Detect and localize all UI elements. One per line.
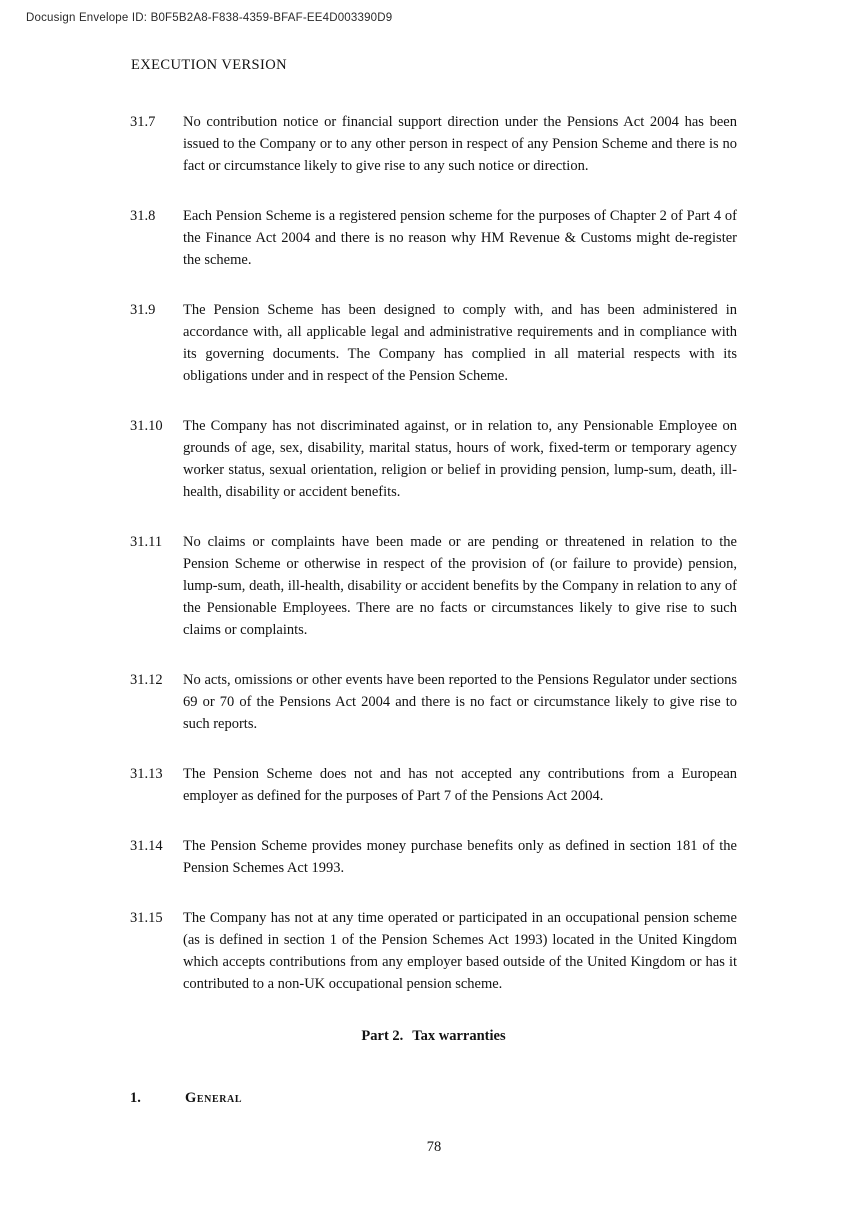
clause-31-9	[130, 299, 737, 387]
clause-number: 31.14	[130, 838, 163, 854]
clause-31-13	[130, 763, 737, 807]
clause-number: 31.9	[130, 302, 156, 318]
clause-text: No contribution notice or financial support direction under the Pensions Act 2004 has been issued to the Company or to any other person in respect of any Pension Scheme and there is no fact or circumstance likely to give rise to any such notice or direction.	[183, 114, 737, 174]
clause-text: The Company has not discriminated against, or in relation to, any Pensionable Employee on grounds of age, sex, disability, marital status, hours of work, fixed-term or temporary agency worker status, sexual orientation, religion or belief in providing pension, lump-sum, death, ill-health, disability or accident benefits.	[183, 418, 737, 500]
section-title: General	[185, 1090, 243, 1106]
section-number: 1.	[130, 1090, 141, 1106]
clause-text: The Company has not at any time operated or participated in an occupational pension scheme (as is defined in section 1 of the Pension Schemes Act 1993) located in the United Kingdom which accepts contributions from any employer based outside of the United Kingdom or has it contributed to a non-UK occupational pension scheme.	[183, 910, 737, 992]
docusign-envelope-id: Docusign Envelope ID: B0F5B2A8-F838-4359-BFAF-EE4D003390D9	[26, 12, 393, 24]
clause-number: 31.11	[130, 534, 163, 550]
part-2-heading	[130, 1025, 737, 1047]
clause-31-11	[130, 531, 737, 641]
clause-31-15	[130, 907, 737, 995]
document-body	[130, 111, 737, 1109]
section-1-general-heading	[130, 1087, 737, 1109]
clause-number: 31.7	[130, 114, 156, 130]
clause-31-10	[130, 415, 737, 503]
clause-number: 31.15	[130, 910, 163, 926]
clause-31-8	[130, 205, 737, 271]
execution-version-label: EXECUTION VERSION	[131, 57, 287, 73]
clause-number: 31.8	[130, 208, 156, 224]
page-number: 78	[426, 1139, 442, 1155]
clause-text: The Pension Scheme has been designed to comply with, and has been administered in accordance with, all applicable legal and administrative requirements and in compliance with its governing documents. The Company has complied in all material respects with its obligations under and in respect of the Pension Scheme.	[183, 302, 737, 384]
clause-text: Each Pension Scheme is a registered pension scheme for the purposes of Chapter 2 of Part 4 of the Finance Act 2004 and there is no reason why HM Revenue & Customs might de-register the scheme.	[183, 208, 737, 268]
clause-31-12	[130, 669, 737, 735]
clause-number: 31.13	[130, 766, 163, 782]
clause-31-14	[130, 835, 737, 879]
clause-31-7	[130, 111, 737, 177]
clause-text: No claims or complaints have been made or are pending or threatened in relation to the Pension Scheme or otherwise in respect of the provision of (or failure to provide) pension, lump-sum, death, ill-health, disability or accident benefits by the Company in relation to any of the Pensionable Employees. There are no facts or circumstances likely to give rise to such claims or complaints.	[183, 534, 737, 638]
part-title: Tax warranties	[412, 1028, 506, 1044]
clause-text: The Pension Scheme provides money purchase benefits only as defined in section 181 of the Pension Schemes Act 1993.	[183, 838, 737, 876]
part-label: Part 2.	[361, 1028, 404, 1044]
clause-text: The Pension Scheme does not and has not accepted any contributions from a European employer as defined for the purposes of Part 7 of the Pensions Act 2004.	[183, 766, 737, 804]
clause-number: 31.12	[130, 672, 163, 688]
clause-number: 31.10	[130, 418, 163, 434]
clause-text: No acts, omissions or other events have been reported to the Pensions Regulator under sections 69 or 70 of the Pensions Act 2004 and there is no fact or circumstance likely to give rise to such reports.	[183, 672, 737, 732]
